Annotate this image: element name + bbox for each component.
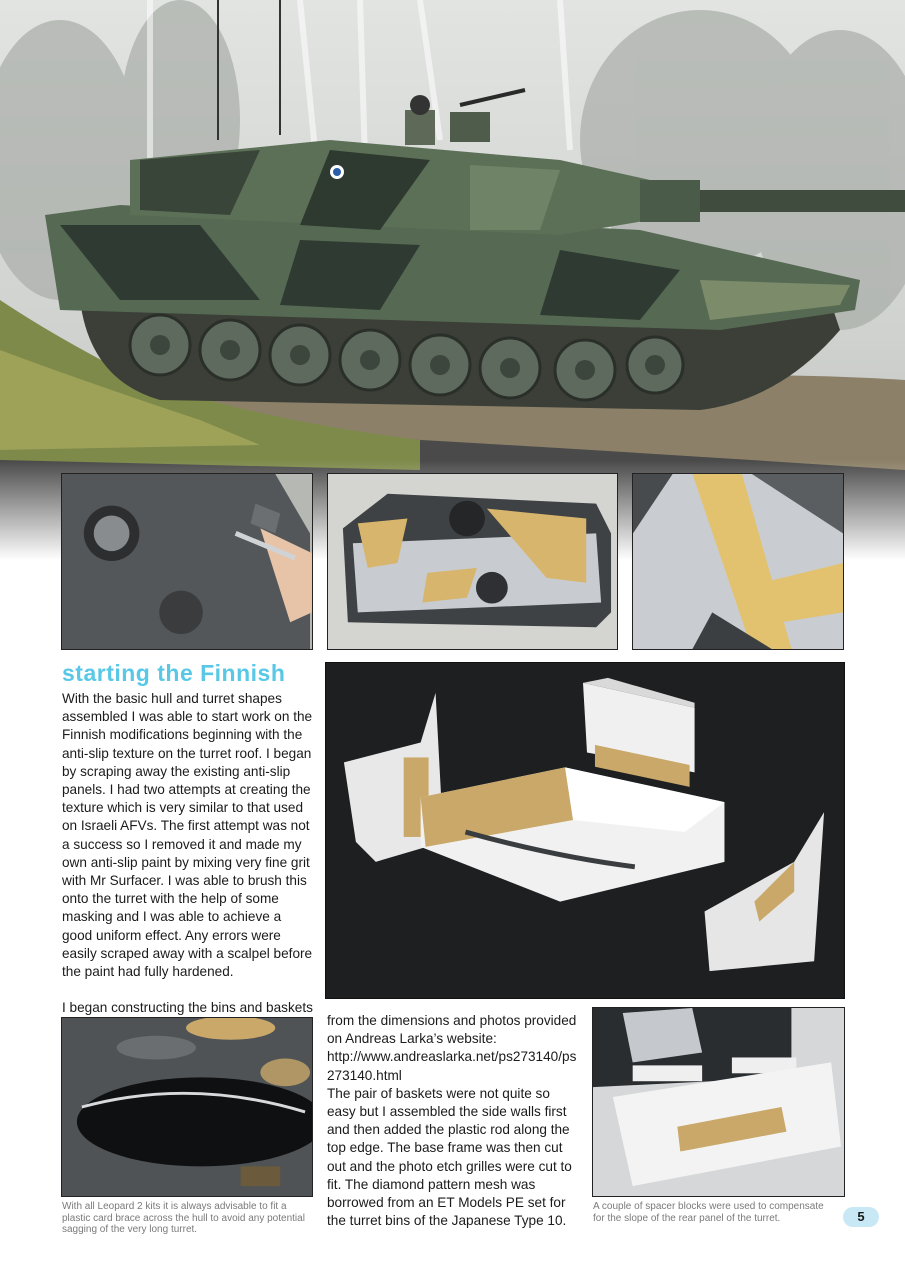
section-heading: starting the Finnish [62,660,286,686]
photo-turret-masking [327,473,618,650]
website-link[interactable]: http://www.andreaslarka.net/ps273140/ps273140.html [327,1049,577,1083]
continued-rest: The pair of baskets were not quite so easy but I assembled the side walls first and then added the plastic rod along the top edge. The base frame was then cut out and the photo etch grilles were cut to fit. The diamond pattern mesh was borrowed from an ET Models PE set for the turret bins of the Japanese Type 10. [327,1085,572,1229]
page-number-badge: 5 [843,1207,879,1227]
photo-anti-slip-texture [632,473,844,650]
photo-turret-scraping [61,473,313,650]
photo-hull-brace [61,1017,313,1197]
photo-spacer-blocks [592,1007,845,1197]
continued-intro: from the dimensions and photos provided on Andreas Larka’s website: [327,1013,577,1047]
paragraph-1: With the basic hull and turret shapes assembled I was able to start work on the Finnish modifications beginning with the anti-slip texture on the turret roof. I began by scraping away the existing anti-slip panels. I had two attempts at creating the texture which is very similar to that used on Israeli AFVs. The first attempt was not a success so I removed it and made my own anti-slip paint by mixing very fine grit with Mr Surfacer. I was able to brush this onto the turret with the help of some masking and I was able to achieve a good uniform effect. Any errors were easily scraped away with a scalpel before the paint had fully hardened. [62,691,313,980]
article-column-left [62,690,314,1036]
caption-left: With all Leopard 2 kits it is always advisable to fit a plastic card brace across the hull to avoid any potential sagging of the very long turret. [62,1201,305,1235]
article-column-middle [327,1012,577,1230]
photo-bins-and-baskets [325,662,845,999]
caption-right: A couple of spacer blocks were used to compensate for the slope of the rear panel of the turret. [593,1201,824,1224]
paragraph-2: I began constructing the bins and baskets [62,1000,313,1016]
